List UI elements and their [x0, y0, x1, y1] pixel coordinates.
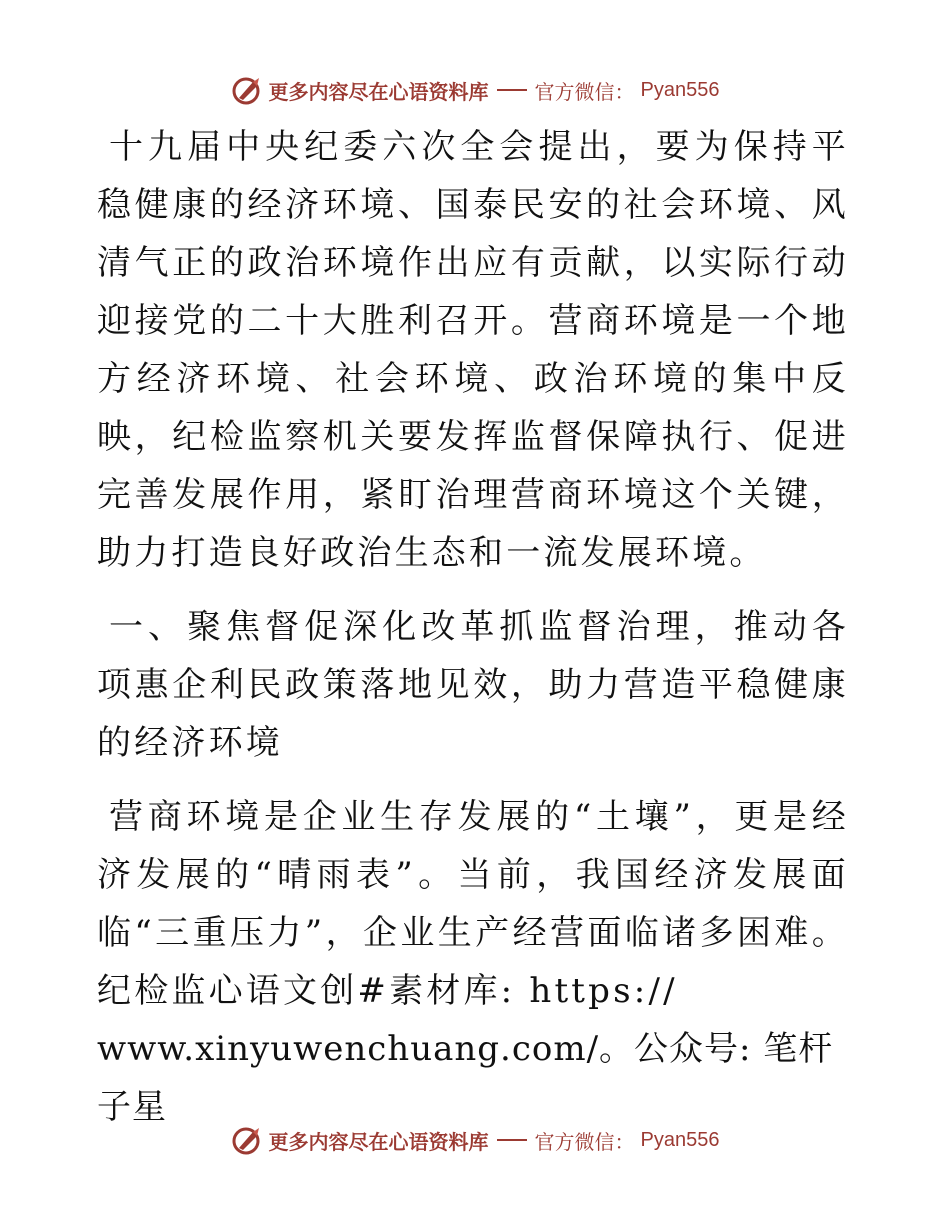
pen-logo-icon — [231, 1124, 263, 1156]
watermark-official-label: 官方微信： — [534, 79, 635, 104]
watermark-wechat-id: Pyan556 — [640, 1128, 720, 1151]
paragraph-intro: 十九届中央纪委六次全会提出，要为保持平稳健康的经济环境、国泰民安的社会环境、风清气正的政治环境作出应有贡献，以实际行动迎接党的二十大胜利召开。营商环境是一个地方经济环境、社会环境、政治环境的集中反映，纪检监察机关要发挥监督保障执行、促进完善发展作用，紧盯治理营商环境这个关键，助力打造良好政治生态和一流发展环境。 — [97, 127, 849, 573]
document-body — [97, 118, 849, 1136]
header-watermark — [0, 70, 950, 110]
url-line: www.xinyuwenchuang.com/。公众号: 笔杆子星 — [97, 1029, 834, 1127]
watermark-site-text: 更多内容尽在心语资料库 — [268, 1129, 489, 1154]
watermark-dash — [497, 89, 527, 91]
paragraph-business-env: 营商环境是企业生存发展的“土壤”，更是经济发展的“晴雨表”。当前，我国经济发展面临“三重压力”，企业生产经营面临诸多困难。纪检监心语文创#素材库: https:// — [97, 797, 849, 1011]
watermark-official-label: 官方微信： — [534, 1129, 635, 1154]
watermark-site-text: 更多内容尽在心语资料库 — [268, 79, 489, 104]
watermark-wechat-id: Pyan556 — [640, 78, 720, 101]
section-heading-1: 一、聚焦督促深化改革抓监督治理，推动各项惠企利民政策落地见效，助力营造平稳健康的经济环境 — [97, 607, 849, 763]
footer-watermark — [0, 1120, 950, 1160]
watermark-dash — [497, 1139, 527, 1141]
pen-logo-icon — [231, 74, 263, 106]
